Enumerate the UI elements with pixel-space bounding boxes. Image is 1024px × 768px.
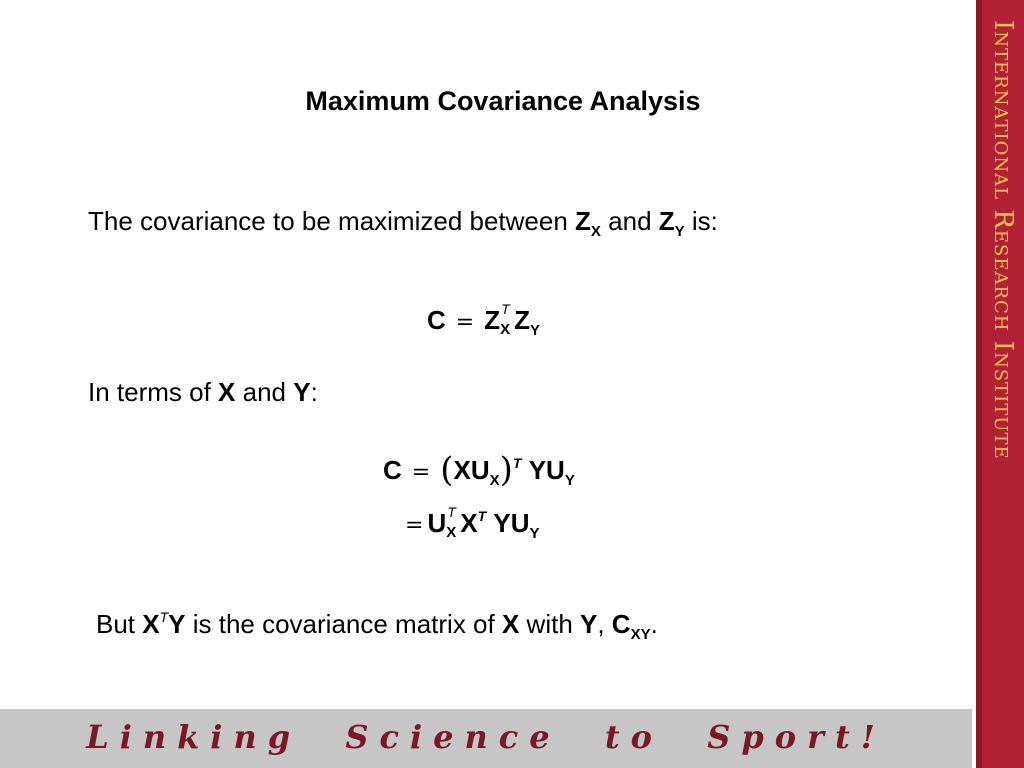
institute-name: International Research Institute (988, 20, 1018, 460)
comma: , (597, 609, 612, 639)
covariance-statement (88, 206, 718, 240)
middle-text: is the covariance matrix of (185, 609, 502, 639)
covariance-matrix-statement (96, 609, 658, 643)
yu-symbol: YU (493, 508, 530, 538)
x-symbol: X (142, 609, 160, 639)
subscript-xy: XY (630, 626, 651, 643)
equation-ux-xt-yu (405, 504, 540, 542)
x-symbol: X (501, 609, 520, 639)
z-symbol: Z (575, 206, 591, 236)
transpose-t: T (512, 455, 522, 471)
terms-statement (88, 377, 318, 408)
statement-prefix: The covariance to be maximized between (88, 206, 576, 236)
x-symbol: X (460, 508, 478, 538)
and-word: and (600, 206, 659, 236)
y-symbol: Y (580, 609, 598, 639)
equation-c-xu-transpose-yu (383, 450, 575, 490)
subscript-y: Y (529, 525, 540, 542)
c-symbol: C (383, 455, 402, 485)
subscript-y: Y (530, 322, 541, 339)
equals-sign: = (405, 513, 424, 538)
transpose-subscript-stack (500, 301, 514, 338)
z-symbol: Z (658, 206, 675, 236)
transpose-t: T (159, 609, 169, 625)
institute-side-bar (976, 0, 1024, 768)
footer-slogan: Linking Science to Sport! (86, 718, 886, 756)
z-symbol: Z (484, 305, 501, 335)
transpose-t: T (447, 504, 456, 520)
statement-suffix: is: (684, 206, 718, 236)
xu-symbol: XU (453, 455, 490, 485)
transpose-subscript-stack (446, 504, 460, 541)
c-symbol: C (427, 305, 446, 335)
equation-c-zxt-zy (427, 301, 541, 339)
equals-sign: = (455, 310, 475, 335)
subscript-x: X (500, 321, 511, 338)
but-word: But (96, 609, 143, 639)
and-word: and (235, 377, 294, 407)
z-symbol: Z (514, 305, 530, 335)
with-word: with (519, 609, 580, 639)
right-paren: ) (499, 450, 513, 490)
y-symbol: Y (293, 377, 311, 407)
c-symbol: C (611, 609, 631, 639)
left-paren: ( (440, 450, 454, 490)
colon: : (310, 377, 318, 407)
equals-sign: = (411, 460, 431, 485)
y-symbol: Y (168, 609, 186, 639)
subscript-y: Y (674, 223, 685, 240)
transpose-t: T (501, 301, 510, 317)
u-symbol: U (427, 508, 447, 538)
period: . (650, 609, 658, 639)
subscript-x: X (446, 524, 457, 541)
subscript-x: X (489, 472, 500, 489)
subscript-y: Y (564, 472, 575, 489)
subscript-x: X (590, 223, 601, 240)
yu-symbol: YU (528, 455, 565, 485)
slide-title: Maximum Covariance Analysis (305, 86, 701, 116)
terms-prefix: In terms of (88, 377, 219, 407)
transpose-t: T (477, 508, 487, 524)
x-symbol: X (218, 377, 236, 407)
